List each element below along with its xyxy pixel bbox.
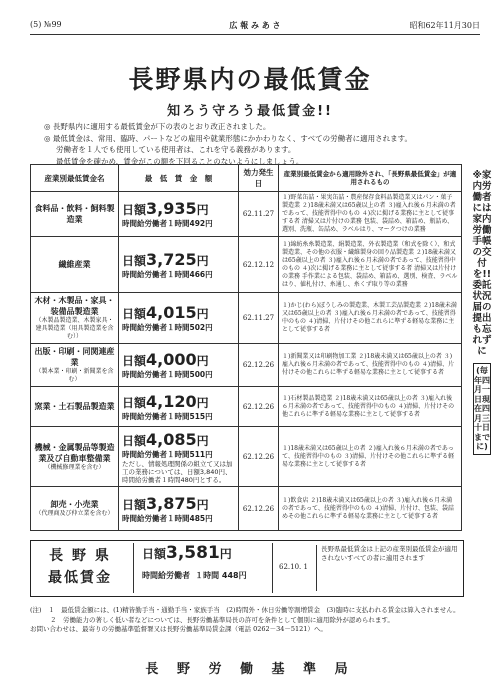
footnotes: [30, 606, 470, 635]
note-contact: お問い合わせは、最寄りの労働基準監督署又は長野労働基準局賃金課（電話 0262－34－5121）へ。: [30, 625, 327, 633]
intro-line-4: 最低賃金を確かめ、賃金がこの額を下回ることのないようにしましょう。: [56, 156, 304, 166]
side-notice: [472, 170, 492, 455]
industry-name: [31, 293, 119, 344]
effective-date: 62.12.26: [239, 427, 279, 487]
day-label: 日額: [122, 497, 147, 512]
hourly-wage: 時間給労働者１時間511円: [122, 449, 213, 459]
industry-note: （製本業・印刷・新聞業を含む）: [35, 368, 114, 383]
industry-name: [31, 237, 119, 293]
exclusion-conditions: １)新聞業又は印刷物加工業 ２)18歳未満又は65歳以上の者 ３)雇入れ後６月未満の者であって、技能習得中のもの ４)清掃、片付けその他これらに準ずる軽易な業務に主として従事する者: [279, 344, 462, 387]
prefectural-wage: [133, 543, 273, 593]
issue-date: 昭和62年11月30日: [409, 21, 480, 30]
prefectural-hourly: １時間 448円: [195, 571, 247, 580]
paper-name: 広 報 み あ さ: [229, 20, 281, 30]
col-wage-header: 最 低 賃 金 額: [119, 165, 239, 192]
effective-date: 62.12.26: [239, 487, 279, 531]
issuer-name: 長 野 労 働 基 準 局: [145, 662, 355, 677]
exclusion-conditions: １)綿紡糸糸製造業、絹製造業、外衣製造業（和式を除く）、和式製造業、その他の衣服・繊維製身の回り品製造業 ２)18歳未満又は65歳以上の者 ３)雇入れ後６月未満の者であって、技能習得中のもの ４)次に掲げる業務に主として従事する者 清掃又は片付けの業務 手作業による包装、袋詰め、箱詰め、選別、検査、ラベルはり、値札付け、糸通し、糸くず取り等の業務: [279, 237, 462, 293]
yen-label: 円: [196, 307, 209, 321]
header-rule: [30, 34, 480, 35]
day-label: 日額: [122, 307, 147, 321]
day-label: 日額: [122, 354, 147, 368]
intro-line-1: ◎ 長野県内に適用する最低賃金が下の表のとおり改正されました。: [44, 122, 271, 131]
yen-label: 円: [196, 253, 209, 268]
side-notice-box: (毎年四月一日現在四月三十日までに): [473, 363, 491, 455]
hourly-wage: 時間給労働者１時間515円: [122, 411, 213, 421]
industry-name-text: 食料品・飲料・飼料製造業: [34, 203, 115, 224]
yen-label: 円: [196, 497, 209, 512]
prefectural-name-1: 長 野 県: [49, 548, 111, 564]
prefectural-name: [41, 545, 119, 589]
yen-label: 円: [196, 395, 209, 410]
table-row: [31, 293, 462, 344]
note-2: ２ 労働能力の著しく低い者などについては、長野労働基準局長の許可を条件として個別に適用除外が認められます。: [50, 615, 394, 624]
wage-amount: 4,000: [146, 350, 197, 369]
yen-label: 円: [196, 203, 209, 217]
prefectural-yen: 円: [219, 547, 232, 561]
industry-name: [31, 192, 119, 237]
exclusion-conditions: １)飲食店 ２)18歳未満又は65歳以上の者 ３)雇入れ後６月未満の者であって、技能習得中のもの ４)清掃、片付け、包装、袋詰めその他これらに準ずる軽易な業務に主として従事する者: [279, 487, 462, 531]
wage-cell: [119, 344, 239, 387]
table-header-row: [31, 165, 462, 192]
wage-cell: [119, 293, 239, 344]
wage-cell: [119, 387, 239, 427]
wage-cell: [119, 237, 239, 293]
note-1: (注) １ 最低賃金額には、(1)精皆勤手当・通勤手当・家族手当 (2)時間外・休日労働等割増賃金 (3)臨時に支払われる賃金は算入されません。: [30, 606, 460, 614]
industry-note: （木製品製造業、木製家具・建具製造業（用具製造業を含む））: [35, 317, 114, 340]
industry-name-text: 卸売・小売業: [50, 499, 99, 509]
intro-line-2: ◎ 最低賃金は、常用、臨時、パートなどの雇用や就業形態にかかわりなく、すべての労働者に適用されます。: [44, 133, 413, 143]
industry-name: [31, 387, 119, 427]
page-header: [30, 20, 480, 34]
industry-name-text: 繊維産業: [58, 259, 91, 269]
prefectural-min-wage-box: [30, 540, 464, 597]
wage-amount: 4,120: [146, 391, 197, 411]
effective-date: 62.12.12: [239, 237, 279, 293]
industry-name-text: 出版・印刷・同関連産業: [34, 346, 115, 367]
industry-name-text: 窯業・土石製品製造業: [34, 401, 115, 411]
hourly-wage: 時間給労働者１時間492円: [122, 219, 213, 228]
col-date-header: 効力発生日: [239, 165, 279, 192]
industry-name: [31, 344, 119, 387]
yen-label: 円: [196, 433, 209, 448]
yen-label: 円: [196, 354, 209, 368]
table-row: [31, 237, 462, 293]
prefectural-name-2: 最低賃金: [48, 570, 112, 586]
day-label: 日額: [122, 253, 147, 268]
wage-cell: [119, 487, 239, 531]
industry-note: （機械修理業を含む）: [44, 463, 105, 471]
effective-date: 62.12.26: [239, 387, 279, 427]
industry-name-text: 木材・木製品・家具・装備品製造業: [34, 295, 115, 316]
wage-amount: 4,015: [146, 303, 197, 322]
hourly-wage: 時間給労働者１時間502円: [122, 323, 213, 332]
wage-table: [30, 164, 462, 531]
table-row: [31, 487, 462, 531]
day-label: 日額: [122, 433, 147, 448]
exclusion-conditions: １)かじ(わら)ぼうしみの製造業、木製工芸品製造業 ２)18歳未満又は65歳以上の者 ３)雇入れ後６月未満の者であって、技能習得中のもの ４)清掃、片付けその他これらに準ずる軽易な業務に主として従事する者: [279, 293, 462, 344]
wage-cell: [119, 427, 239, 487]
hourly-wage: 時間給労働者１時間500円: [122, 370, 213, 379]
prefectural-amount: 3,581: [166, 543, 220, 563]
industry-name: [31, 427, 119, 487]
wage-exception: ただし、情報処理関係の組立て又は加工の業務については、日額3,840円、時間給労働者１時間480円とする。: [122, 459, 233, 484]
wage-cell: [119, 192, 239, 237]
effective-date: 62.12.26: [239, 344, 279, 387]
page-title: 長野県内の最低賃金: [128, 65, 372, 94]
hourly-wage: 時間給労働者１時間485円: [122, 513, 213, 523]
exclusion-conditions: １)石材製品製造業 ２)18歳未満又は65歳以上の者 ３)雇入れ後６月未満の者であって、技能習得中のもの ４)清掃、片付けその他これらに準ずる軽易な業務に主として従事する者: [279, 387, 462, 427]
industry-name-text: 機械・金属製品等製造業及び自動車整備業: [34, 441, 115, 463]
hourly-wage: 時間給労働者１時間466円: [122, 269, 213, 279]
day-label: 日額: [122, 203, 147, 217]
prefectural-day-label: 日額: [142, 547, 167, 561]
page-number: (5) №99: [30, 20, 62, 29]
col-industry-header: 産業別最低賃金名: [31, 165, 119, 192]
effective-date: 62.11.27: [239, 293, 279, 344]
prefectural-hourly-label: 時間給労働者: [142, 571, 190, 580]
exclusion-conditions: １)野菜缶詰・果実缶詰・農産保存食料品製造業又はパン・菓子製造業 ２)18歳未満又は65歳以上の者 ３)雇入れ後６月未満の者であって、技能習得中のもの ４)次に掲げる業務に主として従事する者 清掃又は片付けの業務 包装、袋詰め、箱詰め、瓶詰め、選別、洗瓶、缶詰め、ラベルはり、マークつけの業務: [279, 192, 462, 237]
wage-amount: 3,935: [146, 199, 197, 218]
exclusion-conditions: １)18歳未満又は65歳以上の者 ２)雇入れ後６月未満の者であって、技能習得中のもの ３)清掃、片付けその他これらに準ずる軽易な業務に主として従事する者: [279, 427, 462, 487]
intro-text: [44, 121, 444, 167]
col-exclusion-header: 産業別最低賃金から適用除外され、「長野県最低賃金」が適用されるもの: [279, 165, 462, 192]
wage-amount: 3,725: [146, 249, 197, 269]
day-label: 日額: [122, 395, 147, 410]
industry-note: （代理商及び仲立業を含む）: [35, 510, 114, 517]
intro-line-3: 労働者を１人でも使用している使用者は、これを守る義務があります。: [56, 145, 296, 154]
side-notice-text: ※家内労働者には家内労働手帳の交付を!!委託状況届の提出も忘れずに: [472, 170, 492, 357]
effective-date: 62.11.27: [239, 192, 279, 237]
page-subtitle: 知ろう守ろう最低賃金!!: [167, 104, 333, 119]
prefectural-date: 62.10. 1: [279, 563, 308, 571]
table-row: [31, 192, 462, 237]
table-row: [31, 387, 462, 427]
prefectural-condition: 長野県最低賃金は上記の産業別最低賃金が適用されないすべての者に適用されます: [316, 545, 463, 591]
wage-amount: 3,875: [146, 493, 197, 513]
table-row: [31, 427, 462, 487]
wage-amount: 4,085: [146, 429, 197, 449]
table-row: [31, 344, 462, 387]
industry-name: [31, 487, 119, 531]
